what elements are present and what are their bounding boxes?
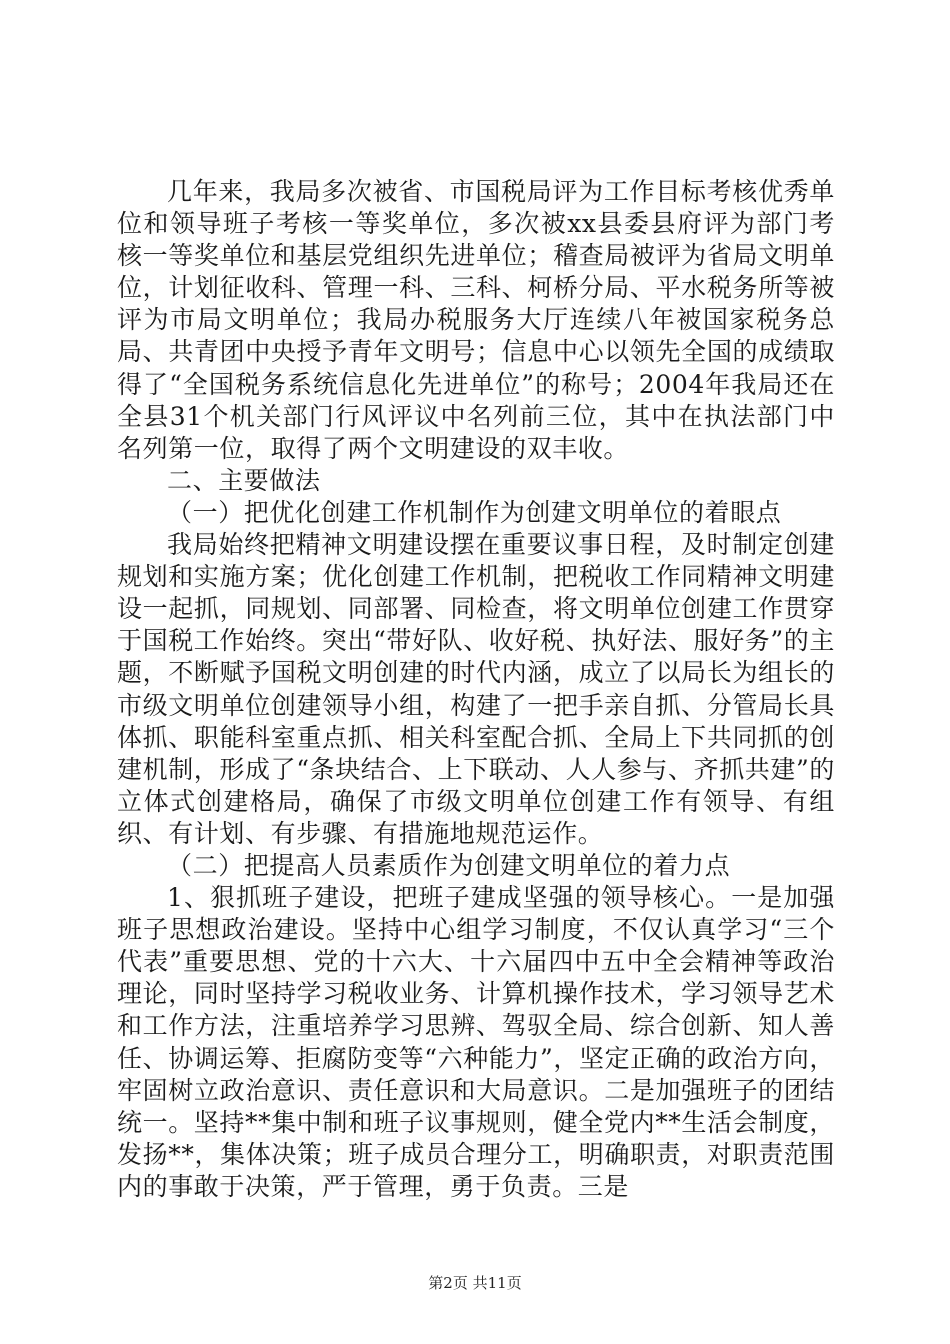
subsection-heading-2: （二）把提高人员素质作为创建文明单位的着力点 bbox=[167, 850, 731, 880]
paragraph-achievements: 几年来，我局多次被省、市国税局评为工作目标考核优秀单位和领导班子考核一等奖单位，多次被xx县委县府评为部门考核一等奖单位和基层党组织先进单位；稽查局被评为省局文明单位，计划征收科、管理一科、三科、柯桥分局、平水税务所等被评为市局文明单位；我局办税服务大厅连续八年被国家税务总局、共青团中央授予青年文明号；信息中心以领先全国的成绩取得了“全国税务系统信息化先进单位”的称号；2004年我局还在全县31个机关部门行风评议中名列前三位，其中在执法部门中名列第一位，取得了两个文明建设的双丰收。 bbox=[117, 177, 835, 463]
subsection-heading-1: （一）把优化创建工作机制作为创建文明单位的着眼点 bbox=[167, 497, 782, 527]
document-body bbox=[117, 176, 835, 1203]
section-heading-main-practices: 二、主要做法 bbox=[167, 465, 321, 495]
page-number-footer: 第2页 共11页 bbox=[428, 1274, 522, 1292]
paragraph-leadership: 1、狠抓班子建设，把班子建成坚强的领导核心。一是加强班子思想政治建设。坚持中心组学习制度，不仅认真学习“三个代表”重要思想、党的十六大、十六届四中五中全会精神等政治理论，同时坚持学习税收业务、计算机操作技术，学习领导艺术和工作方法，注重培养学习思辨、驾驭全局、综合创新、知人善任、协调运筹、拒腐防变等“六种能力”，坚定正确的政治方向，牢固树立政治意识、责任意识和大局意识。二是加强班子的团结统一。坚持**集中制和班子议事规则，健全党内**生活会制度，发扬**，集体决策；班子成员合理分工，明确职责，对职责范围内的事敢于决策，严于管理，勇于负责。三是 bbox=[117, 883, 836, 1201]
paragraph-mechanism: 我局始终把精神文明建设摆在重要议事日程，及时制定创建规划和实施方案；优化创建工作机制，把税收工作同精神文明建设一起抓，同规划、同部署、同检查，将文明单位创建工作贯穿于国税工作始终。突出“带好队、收好税、执好法、服好务”的主题，不断赋予国税文明创建的时代内涵，成立了以局长为组长的市级文明单位创建领导小组，构建了一把手亲自抓、分管局长具体抓、职能科室重点抓、相关科室配合抓、全局上下共同抓的创建机制，形成了“条块结合、上下联动、人人参与、齐抓共建”的立体式创建格局，确保了市级文明单位创建工作有领导、有组织、有计划、有步骤、有措施地规范运作。 bbox=[117, 530, 835, 848]
